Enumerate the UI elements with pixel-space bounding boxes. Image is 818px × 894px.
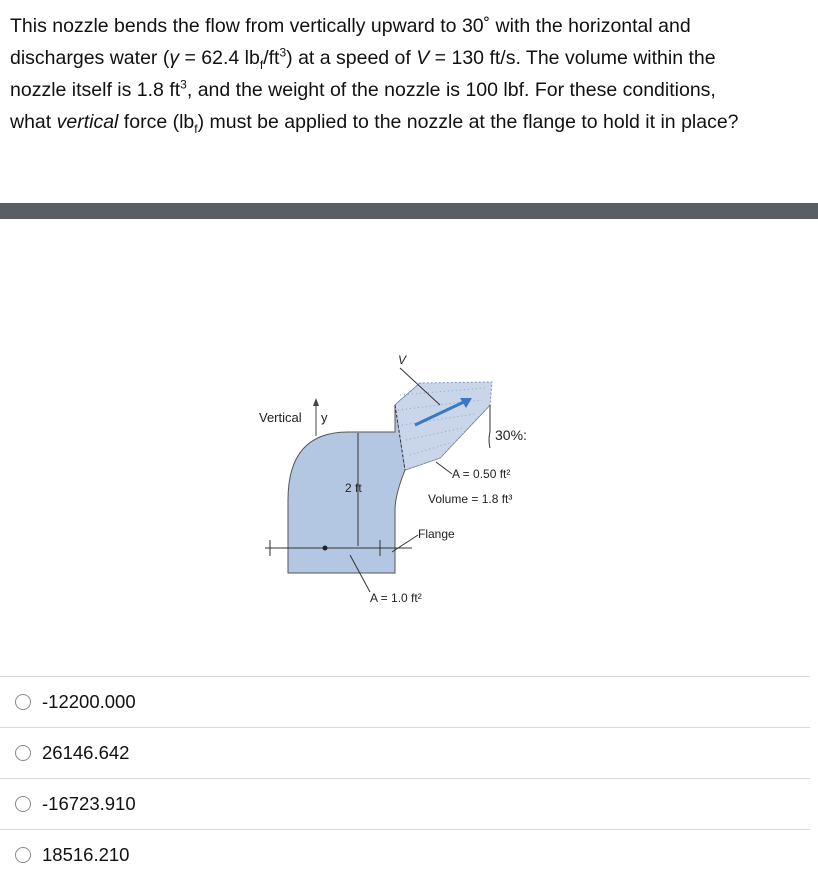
option-1[interactable] [0, 676, 810, 727]
height-label: 2 ft [345, 481, 362, 495]
option-label: -16723.910 [42, 793, 136, 814]
option-4[interactable] [0, 829, 810, 880]
option-label: 18516.210 [42, 844, 130, 865]
volume-label: Volume = 1.8 ft³ [428, 492, 513, 506]
option-3[interactable] [0, 778, 810, 829]
q-text: force (lb [118, 111, 195, 133]
q-text: nozzle itself is 1.8 ft [10, 79, 181, 101]
subscript-f: f [194, 121, 198, 136]
question-line-2 [10, 42, 810, 74]
gamma-symbol: γ [169, 47, 180, 69]
q-text: = 130 ft/s. The volume within the [429, 47, 716, 69]
option-label: 26146.642 [42, 742, 130, 763]
angle-label: 30%: [495, 427, 527, 443]
velocity-symbol: V [416, 47, 430, 69]
vertical-emphasis: vertical [56, 111, 119, 133]
flange-pointer [392, 535, 418, 552]
q-text: This nozzle bends the flow from vertically upward to 30 [10, 15, 484, 37]
divider-bar [0, 203, 818, 219]
q-text: , and the weight of the nozzle is 100 lbf. For these conditions, [186, 79, 716, 101]
question-line-1 [10, 10, 810, 42]
radio-button[interactable] [15, 847, 31, 863]
radio-button[interactable] [15, 796, 31, 812]
v-label: V [398, 353, 407, 367]
q-text: with the horizontal and [490, 15, 691, 37]
area-out-pointer [436, 462, 452, 474]
vertical-label: Vertical [259, 410, 302, 425]
flange-label: Flange [418, 527, 455, 541]
question-text [10, 10, 810, 138]
option-2[interactable] [0, 727, 810, 778]
option-label: -12200.000 [42, 691, 136, 712]
radio-button[interactable] [15, 745, 31, 761]
superscript-3: 3 [279, 45, 287, 60]
answer-options [0, 676, 810, 880]
superscript-3: 3 [180, 77, 187, 92]
radio-button[interactable] [15, 694, 31, 710]
subscript-f: f [259, 57, 264, 72]
q-text: ) must be applied to the nozzle at the flange to hold it in place? [197, 111, 739, 133]
area-in-label: A = 1.0 ft² [370, 591, 422, 605]
vertical-axis-head [313, 398, 319, 406]
question-line-3 [10, 74, 810, 106]
question-line-4 [10, 106, 810, 138]
q-text: discharges water ( [10, 47, 170, 69]
q-text: = 62.4 lb [179, 47, 260, 69]
q-text: /ft [263, 47, 280, 69]
area-out-label: A = 0.50 ft² [452, 467, 511, 481]
flange-center-dot [323, 546, 328, 551]
y-label: y [321, 410, 328, 425]
nozzle-figure [250, 350, 570, 610]
q-text: ) at a speed of [286, 47, 417, 69]
angle-arc [489, 432, 490, 448]
q-text: what [10, 111, 57, 133]
degree-symbol: ˚ [483, 15, 491, 37]
jet-region [395, 382, 492, 470]
